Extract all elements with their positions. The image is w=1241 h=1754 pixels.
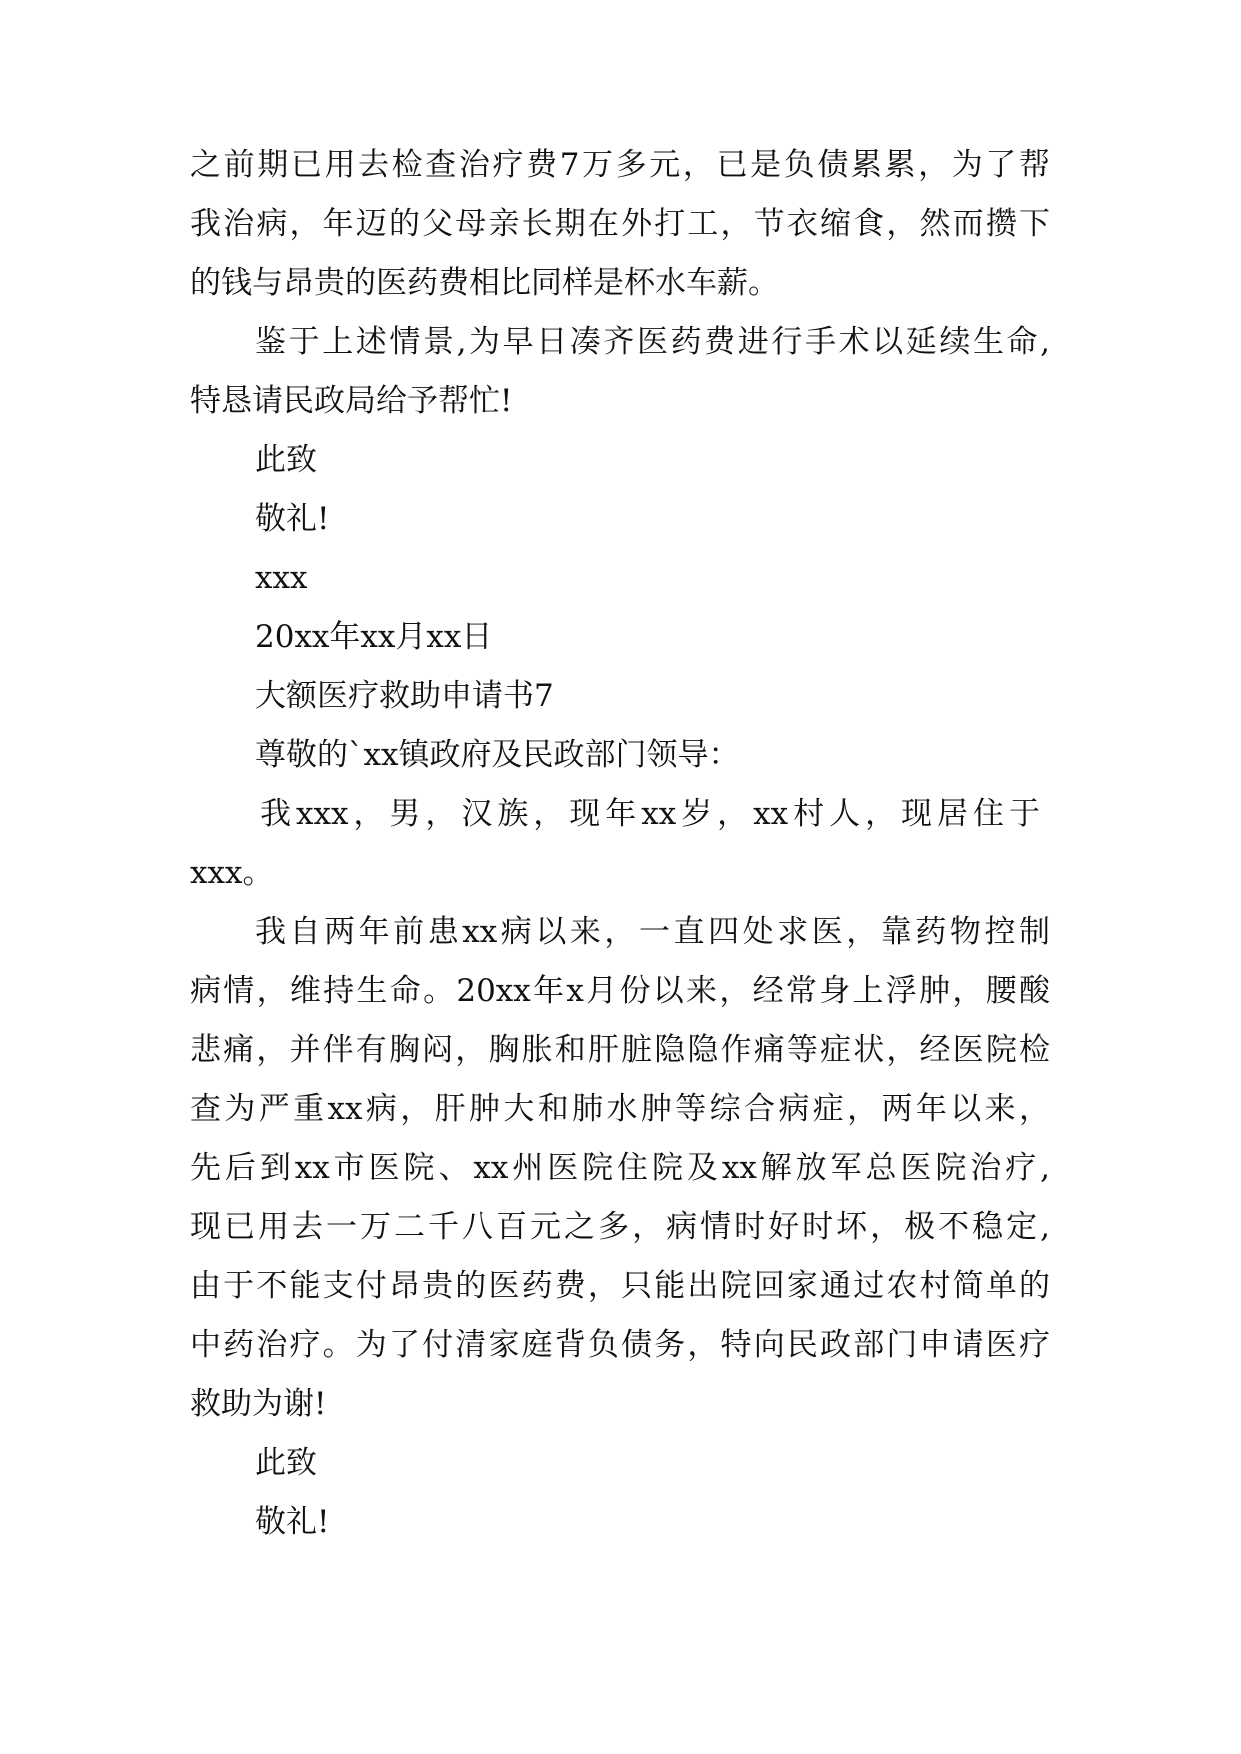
body-line: 查为严重xx病，肝肿大和肺水肿等综合病症，两年以来， [190, 1091, 1050, 1127]
body-line: 鉴于上述情景,为早日凑齐医药费进行手术以延续生命, [255, 324, 1050, 360]
body-line: 悲痛，并伴有胸闷，胸胀和肝脏隐隐作痛等症状，经医院检 [190, 1032, 1050, 1068]
closing-regards: 敬礼! [255, 501, 330, 537]
body-line: 的钱与昂贵的医药费相比同样是杯水车薪。 [190, 265, 779, 301]
body-line: 中药治疗。为了付清家庭背负债务，特向民政部门申请医疗 [190, 1327, 1050, 1363]
body-line: 我治病，年迈的父母亲长期在外打工，节衣缩食，然而攒下 [190, 206, 1050, 242]
body-line: 病情，维持生命。20xx年x月份以来，经常身上浮肿，腰酸 [190, 973, 1050, 1009]
signature-date: 20xx年xx月xx日 [255, 619, 493, 655]
body-line: 救助为谢! [190, 1386, 327, 1422]
body-line: 先后到xx市医院、xx州医院住院及xx解放军总医院治疗, [190, 1150, 1050, 1186]
body-line: 现已用去一万二千八百元之多，病情时好时坏，极不稳定, [190, 1209, 1050, 1245]
body-line: 我xxx，男，汉族，现年xx岁，xx村人，现居住于 [260, 796, 1040, 832]
signature-name: xxx [255, 560, 308, 596]
letter-greeting: 尊敬的`xx镇政府及民政部门领导： [255, 737, 740, 773]
closing-regards: 敬礼! [255, 1504, 330, 1540]
body-line: 我自两年前患xx病以来，一直四处求医，靠药物控制 [255, 914, 1050, 950]
body-line: 特恳请民政局给予帮忙! [190, 383, 513, 419]
closing-salutation: 此致 [255, 1445, 317, 1481]
body-line: 由于不能支付昂贵的医药费，只能出院回家通过农村简单的 [190, 1268, 1050, 1304]
closing-salutation: 此致 [255, 442, 317, 478]
body-line: 之前期已用去检查治疗费7万多元，已是负债累累，为了帮 [190, 147, 1050, 183]
section-title: 大额医疗救助申请书7 [255, 678, 554, 714]
body-line: xxx。 [190, 855, 274, 891]
